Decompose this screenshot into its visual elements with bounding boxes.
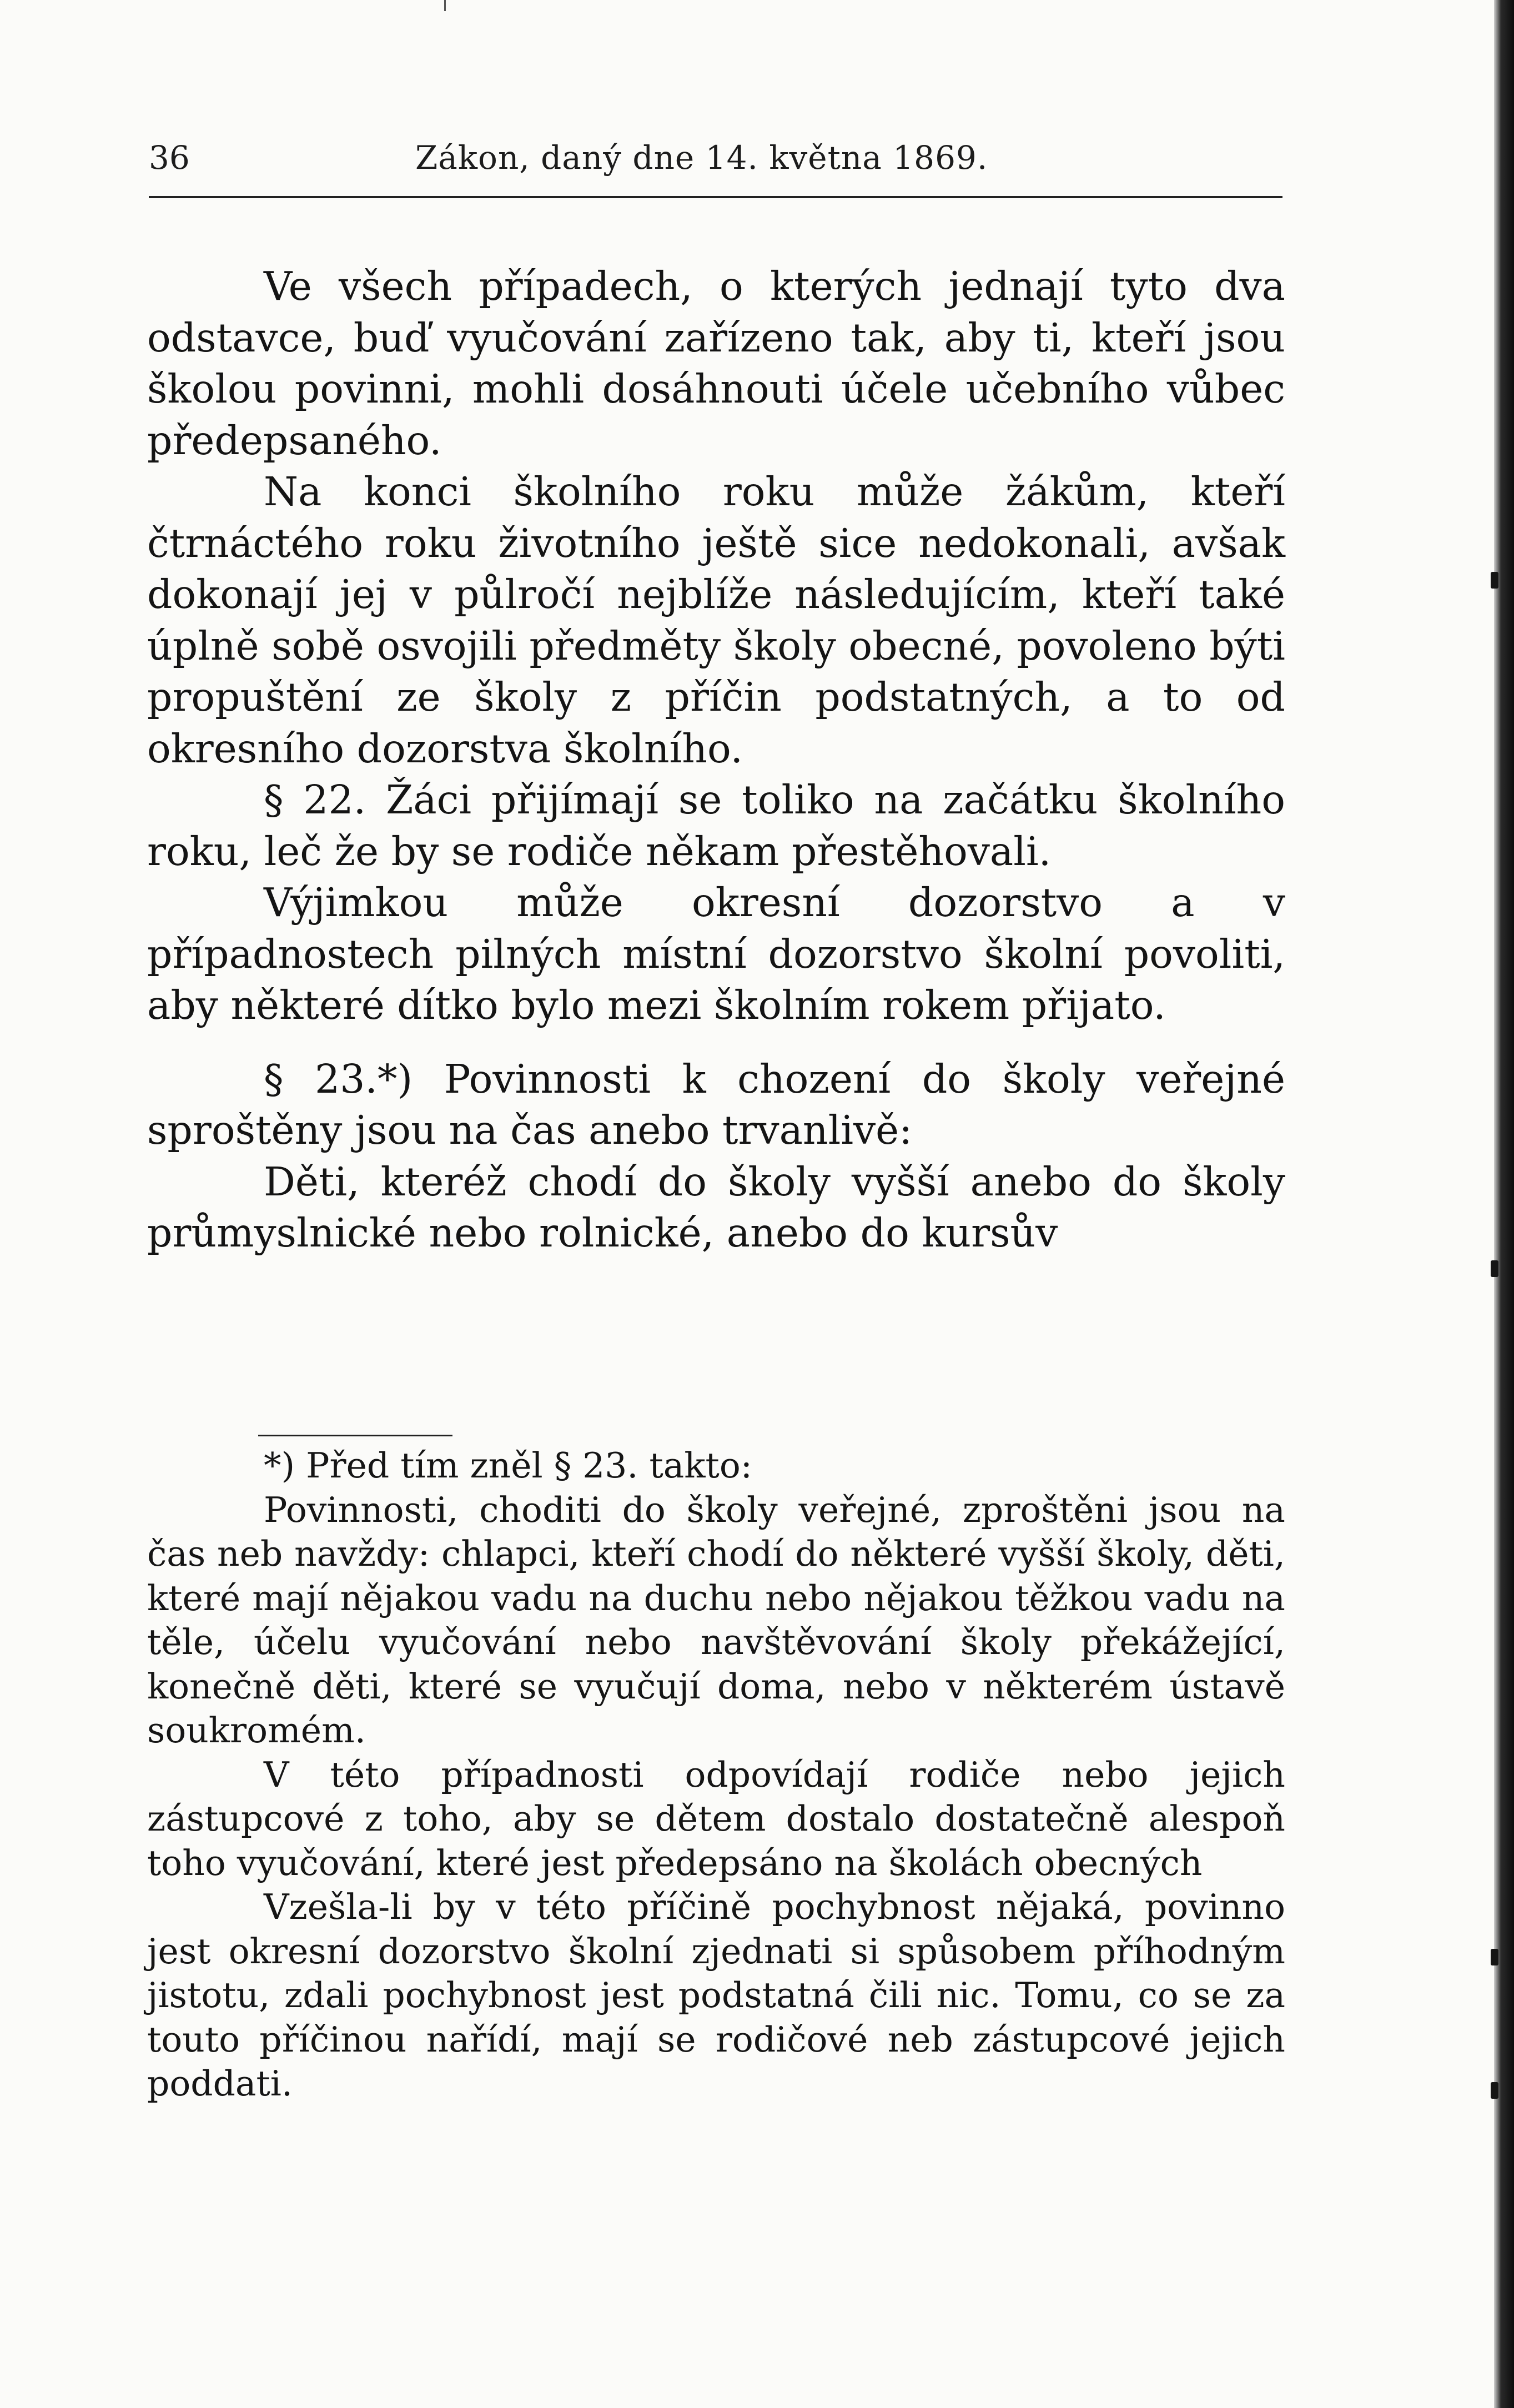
binding-mark bbox=[1491, 572, 1498, 589]
footnote-rule bbox=[258, 1435, 452, 1436]
footnote-paragraph: Vzešla-li by v této příčině pochybnost nějaká, povinno jest okresní dozorstvo školní zjednati si spůsobem příhodným jistotu, zdali pochybnost jest podstatná čili nic. Tomu, co se za touto příčinou nařídí, mají se rodičové neb zástupcové jejich poddati. bbox=[147, 1887, 1285, 2104]
footnote-heading: *) Před tím zněl § 23. takto: bbox=[264, 1445, 752, 1486]
main-text bbox=[147, 261, 1285, 1259]
footnote-paragraph: Povinnosti, choditi do školy veřejné, zproštěni jsou na čas neb navždy: chlapci, kteří chodí do některé vyšší školy, děti, které mají nějakou vadu na duchu nebo nějakou těžkou vadu na těle, účelu vyučování nebo navštěvování školy překážející, konečně děti, které se vyučují doma, nebo v některém ústavě soukromém. bbox=[147, 1489, 1285, 1751]
section-23-paragraph: § 23.*) Povinnosti k chození do školy veřejné sproštěny jsou na čas anebo trvanlivě: bbox=[147, 1055, 1285, 1153]
binding-mark bbox=[1491, 1260, 1498, 1277]
footnote-paragraph: V této případnosti odpovídají rodiče nebo jejich zástupcové z toho, aby se dětem dostalo dostatečně alespoň toho vyučování, které jest předepsáno na školách obecných bbox=[147, 1754, 1285, 1883]
section-22-paragraph: § 22. Žáci přijímají se toliko na začátku školního roku, leč že by se rodiče někam přestěhovali. bbox=[147, 777, 1285, 874]
footnote bbox=[147, 1444, 1285, 2106]
paragraph: Děti, kteréž chodí do školy vyšší anebo do školy průmyslnické nebo rolnické, anebo do kursův bbox=[147, 1158, 1285, 1256]
scan-artifact bbox=[444, 0, 446, 11]
header-rule bbox=[149, 196, 1282, 198]
paragraph: Ve všech případech, o kterých jednají tyto dva odstavce, buď vyučování zařízeno tak, aby ti, kteří jsou školou povinni, mohli dosáhnouti účele učebního vůbec předepsaného. bbox=[147, 263, 1285, 464]
paragraph: Výjimkou může okresní dozorstvo a v případnostech pilných místní dozorstvo školní povoliti, aby některé dítko bylo mezi školním rokem přijato. bbox=[147, 879, 1285, 1028]
page-number: 36 bbox=[149, 139, 190, 177]
binding-mark bbox=[1491, 2082, 1498, 2099]
paragraph: Na konci školního roku může žákům, kteří čtrnáctého roku životního ještě sice nedokonali, avšak dokonají jej v půlročí nejblíže následujícím, kteří také úplně sobě osvojili předměty školy obecné, povoleno býti propuštění ze školy z příčin podstatných, a to od okresního dozorstva školního. bbox=[147, 469, 1285, 772]
binding-mark bbox=[1491, 1949, 1498, 1965]
page-header bbox=[149, 139, 1282, 183]
binding-edge bbox=[1494, 0, 1514, 2408]
running-title: Zákon, daný dne 14. května 1869. bbox=[415, 139, 988, 177]
